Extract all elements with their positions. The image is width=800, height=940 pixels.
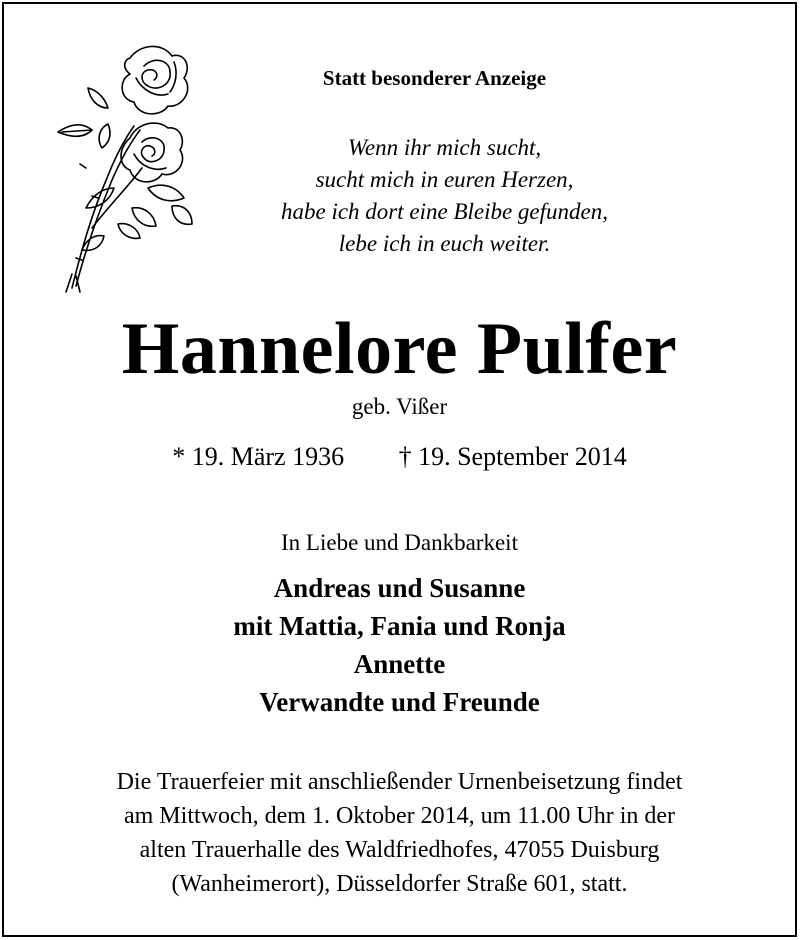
birth-date: * 19. März 1936 [172,442,345,471]
mourner-line: mit Mattia, Fania und Ronja [233,611,566,641]
mourner-line: Annette [353,649,446,679]
obituary-notice [2,2,797,937]
death-date: † 19. September 2014 [398,442,627,471]
deceased-name: Hannelore Pulfer [121,308,678,390]
life-dates [4,442,795,472]
heading: Statt besonderer Anzeige [322,66,547,90]
verse-line: sucht mich in euren Herzen, [315,167,574,192]
thanks-line: In Liebe und Dankbarkeit [281,530,518,555]
service-info-line: (Wanheimerort), Düsseldorfer Straße 601, statt. [171,871,628,897]
mourner-line: Andreas und Susanne [273,573,526,603]
service-info-line: am Mittwoch, dem 1. Oktober 2014, um 11.00 Uhr in der [123,803,676,829]
verse-line: Wenn ihr mich sucht, [347,135,542,160]
verse-line: lebe ich in euch weiter. [338,231,551,256]
service-info-line: alten Trauerhalle des Waldfriedhofes, 47055 Duisburg [139,837,660,863]
service-info-line: Die Trauerfeier mit anschließender Urnenbeisetzung findet [116,769,683,795]
birth-name: geb. Vißer [351,394,448,419]
verse-line: habe ich dort eine Bleibe gefunden, [280,199,608,224]
mourner-line: Verwandte und Freunde [259,687,540,717]
